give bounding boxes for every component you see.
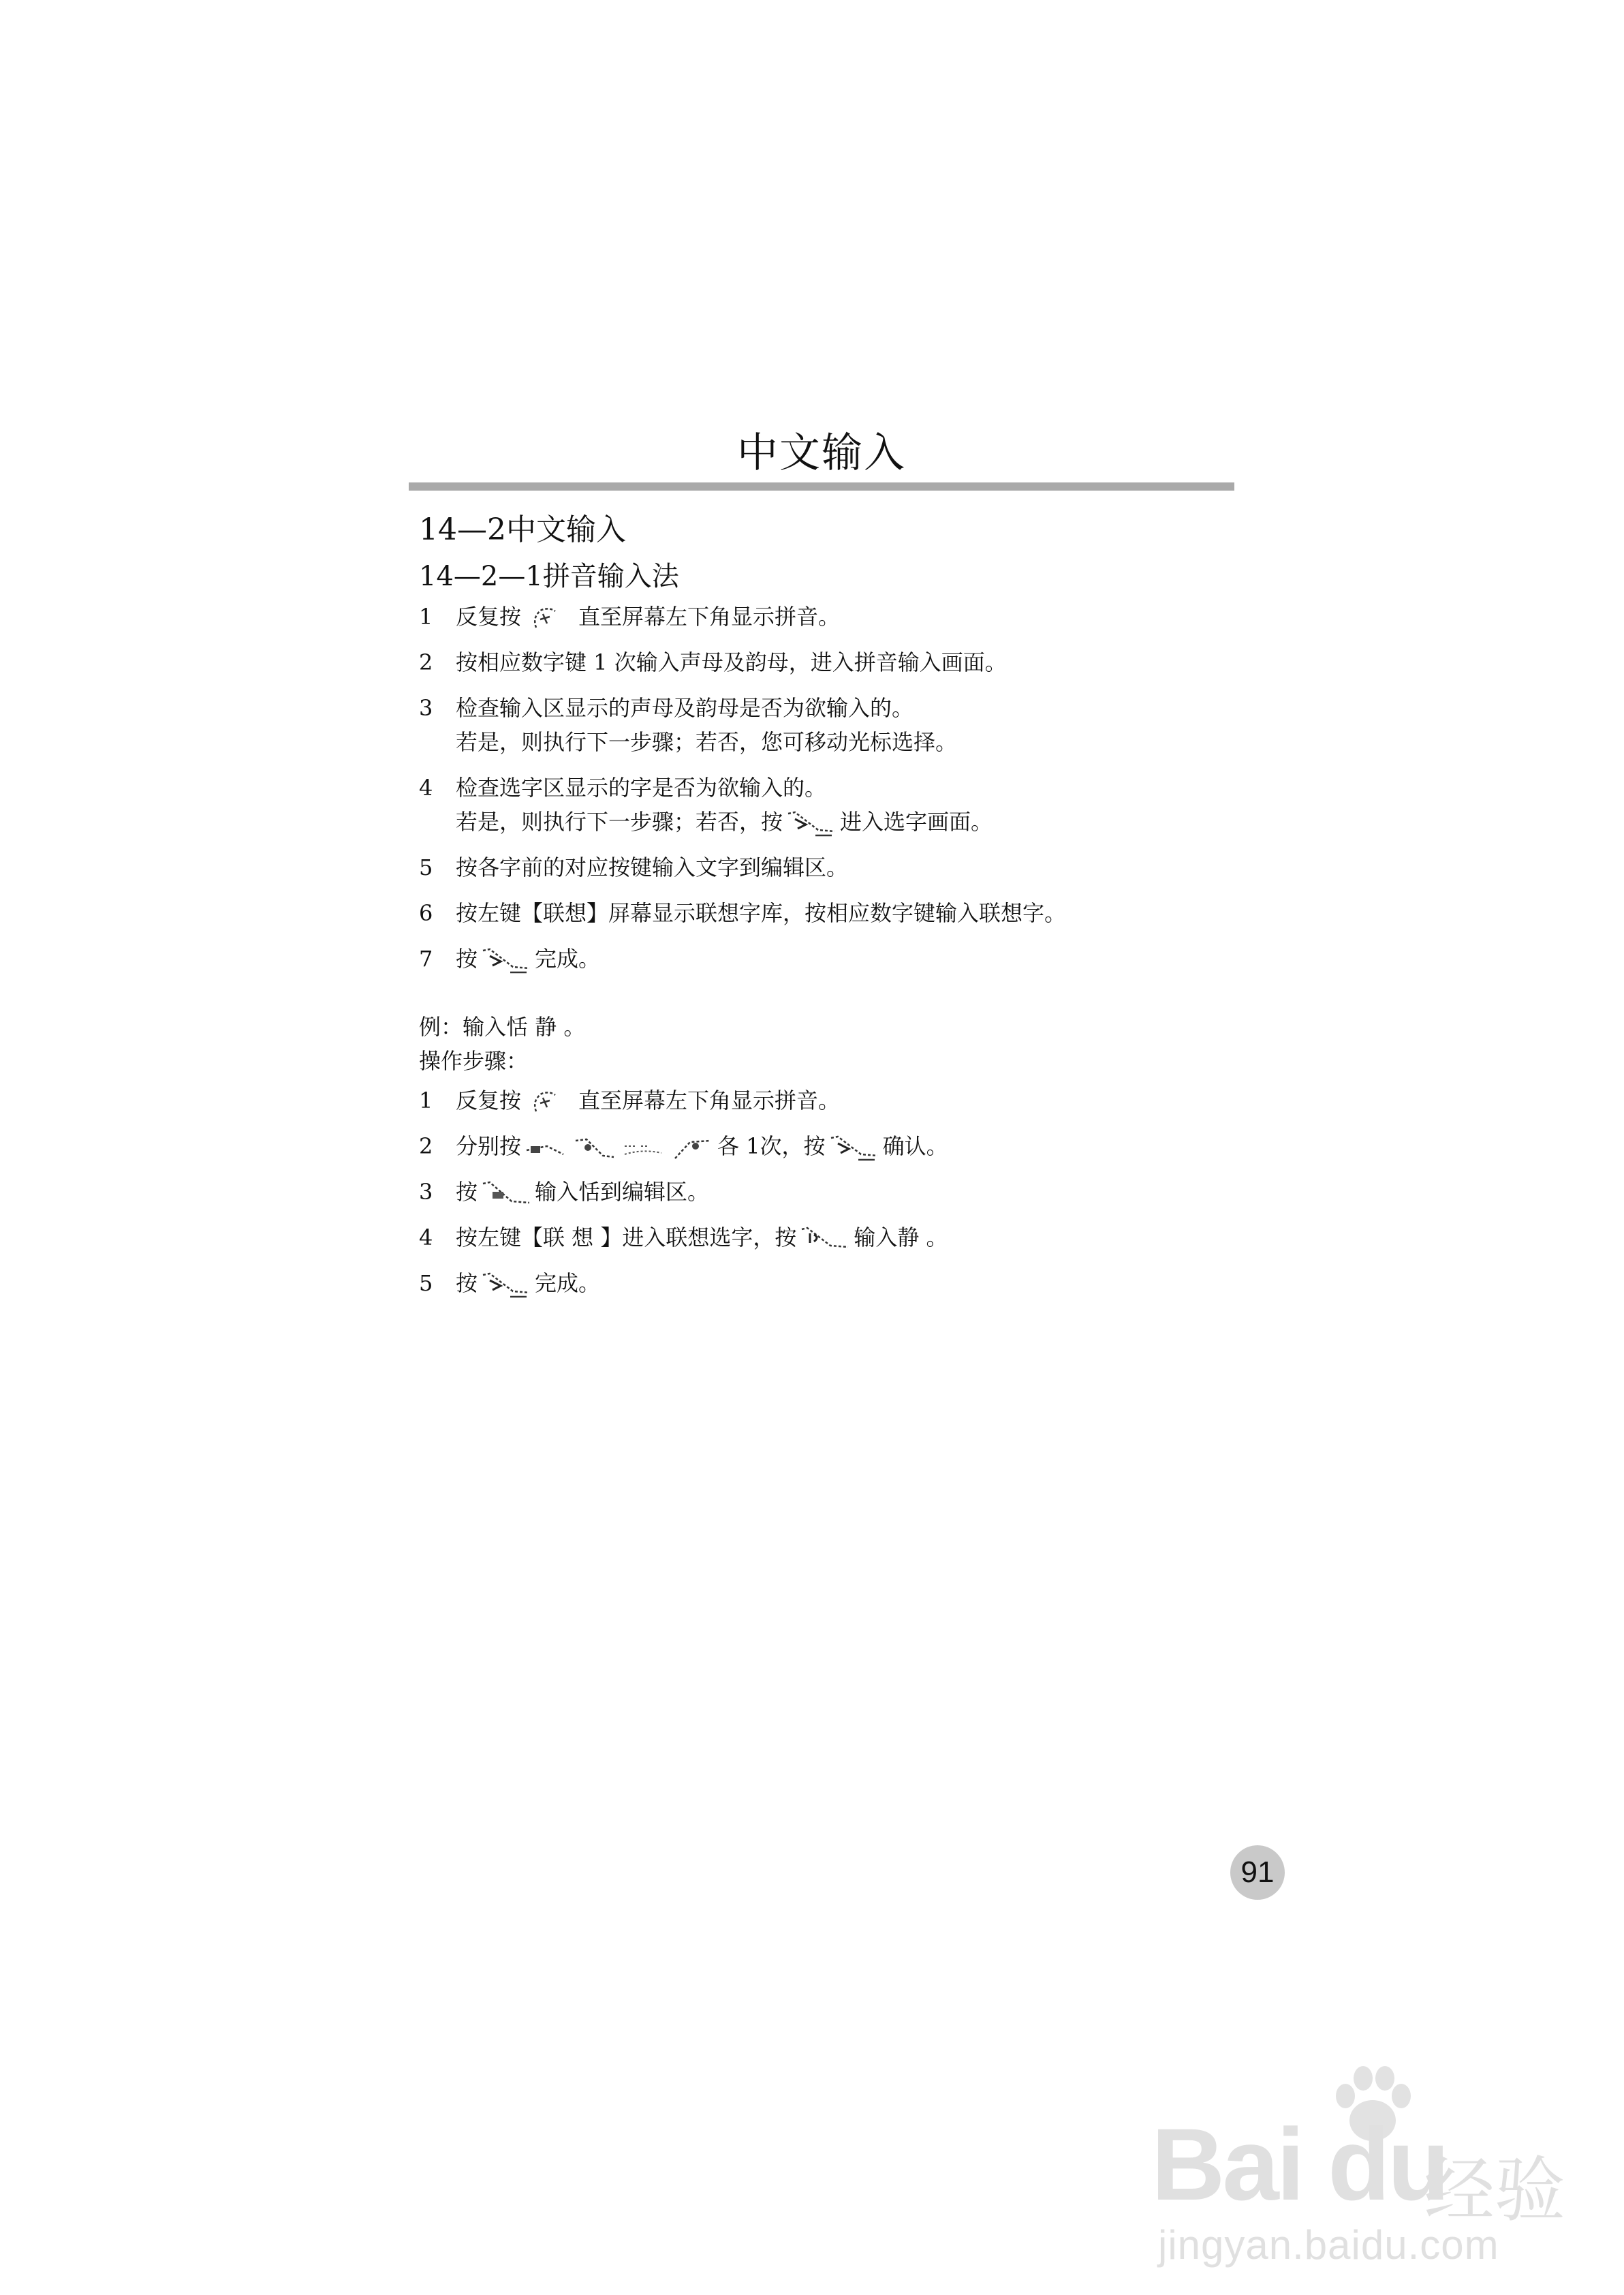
step-text: 按各字前的对应按键输入文字到编辑区。	[456, 854, 849, 880]
list-item	[419, 850, 1236, 884]
step-number: 5	[419, 854, 433, 880]
step-number: 1	[419, 1088, 433, 1113]
step-text: 检查选字区显示的字是否为欲输入的。	[456, 775, 827, 801]
step-number: 4	[419, 775, 433, 801]
pinyin-steps	[419, 600, 1236, 976]
example-steps	[419, 1083, 1236, 1300]
ok-key-icon	[480, 1271, 532, 1299]
list-item	[419, 1129, 1236, 1163]
list-item	[419, 896, 1236, 930]
star-key-icon	[524, 1088, 576, 1117]
operation-steps-label: 操作步骤：	[419, 1048, 529, 1074]
digit-key-icon	[671, 1134, 715, 1162]
step-text: 各 1次，按	[717, 1133, 826, 1159]
step-text: 按相应数字键 1 次输入声母及韵母，进入拼音输入画面。	[456, 649, 1007, 675]
watermark-brand: Bai du	[1151, 2107, 1448, 2221]
digit-key-icon	[524, 1134, 567, 1162]
step-text: 直至屏幕左下角显示拼音。	[578, 604, 841, 630]
step-text: 检查输入区显示的声母及韵母是否为欲输入的。	[456, 695, 914, 721]
ok-key-icon	[828, 1134, 880, 1162]
step-text: 确认。	[882, 1133, 948, 1159]
step-number: 3	[419, 695, 433, 721]
step-text: 按	[456, 1270, 478, 1296]
list-item	[419, 600, 1236, 634]
page-number: 91	[1230, 1845, 1285, 1900]
step-number: 1	[419, 604, 433, 630]
digit-key-icon	[480, 1180, 532, 1208]
ok-key-icon	[480, 946, 532, 975]
step-text: 反复按	[456, 604, 522, 630]
step-text: 若是，则执行下一步骤；若否，按	[456, 809, 783, 835]
step-text: 输入恬到编辑区。	[535, 1179, 710, 1205]
step-number: 3	[419, 1179, 433, 1205]
step-text: 完成。	[535, 1270, 601, 1296]
list-item	[419, 691, 1236, 759]
watermark	[1151, 2058, 1574, 2283]
ok-key-icon	[785, 810, 837, 838]
step-number: 2	[419, 649, 433, 675]
step-text: 按	[456, 946, 478, 972]
step-number: 7	[419, 946, 433, 972]
example-label: 例：输入恬 静 。	[419, 1014, 586, 1040]
star-key-icon	[524, 604, 576, 633]
list-item	[419, 1220, 1236, 1254]
step-text: 反复按	[456, 1088, 522, 1113]
step-text: 输入静 。	[854, 1224, 948, 1250]
step-text: 若是，则执行下一步骤；若否，您可移动光标选择。	[456, 729, 958, 755]
step-text: 按	[456, 1179, 478, 1205]
step-number: 2	[419, 1133, 433, 1159]
list-item	[419, 1175, 1236, 1209]
list-item	[419, 771, 1236, 839]
list-item	[419, 1083, 1236, 1118]
step-text: 进入选字画面。	[840, 809, 993, 835]
page-title: 中文输入	[737, 429, 906, 477]
list-item	[419, 645, 1236, 679]
title-rule	[409, 482, 1234, 491]
step-text: 分别按	[456, 1133, 522, 1159]
list-item	[419, 942, 1236, 976]
step-text: 按左键【联想】屏幕显示联想字库，按相应数字键输入联想字。	[456, 900, 1067, 926]
digit-key-icon	[573, 1134, 616, 1162]
subsection-title: 14—2—1拼音输入法	[419, 561, 679, 592]
step-text: 完成。	[535, 946, 601, 972]
step-number: 6	[419, 900, 433, 926]
dashed-key-icon	[622, 1134, 666, 1162]
section-title: 14—2中文输入	[419, 512, 626, 547]
step-number: 4	[419, 1224, 433, 1250]
step-text: 按左键【联 想 】进入联想选字，按	[456, 1224, 797, 1250]
list-item	[419, 1266, 1236, 1300]
watermark-brand-cn: 经验	[1424, 2151, 1566, 2230]
content-body	[419, 504, 1236, 1312]
watermark-url: jingyan.baidu.com	[1158, 2222, 1499, 2268]
step-number: 5	[419, 1270, 433, 1296]
digit-key-icon	[799, 1225, 851, 1254]
step-text: 直至屏幕左下角显示拼音。	[578, 1088, 841, 1113]
